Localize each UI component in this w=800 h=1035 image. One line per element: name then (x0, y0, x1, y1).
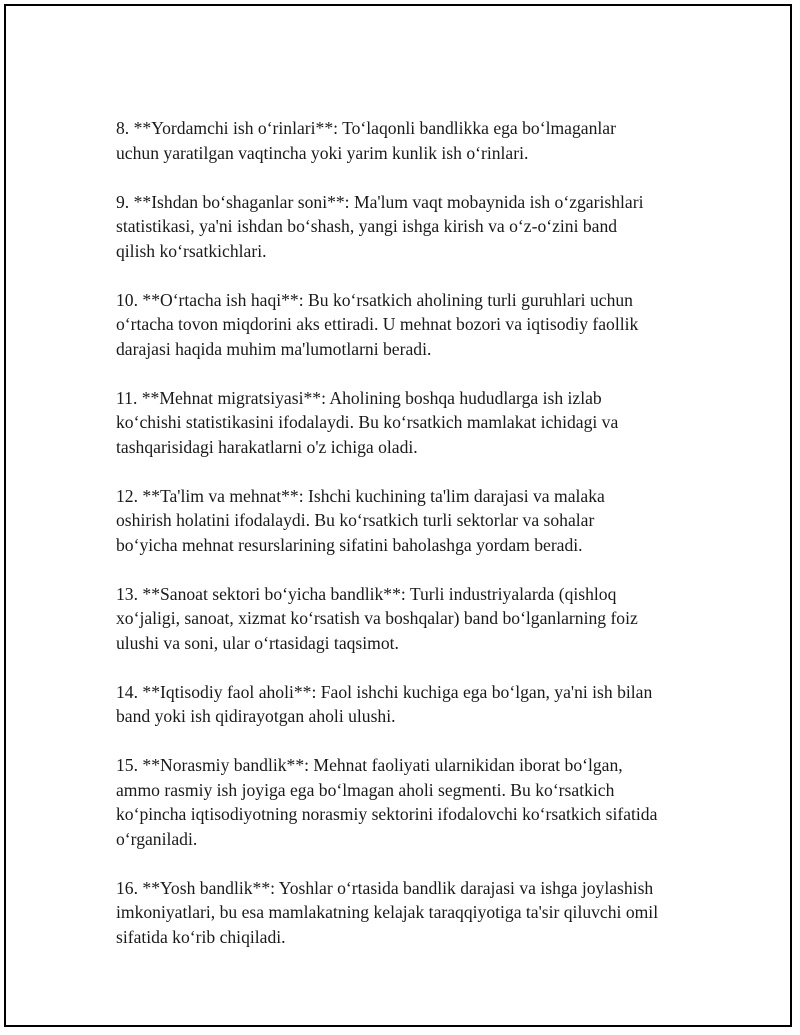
list-item: 13. **Sanoat sektori boʻyicha bandlik**: Turli industriyalarda (qishloq xoʻjaligi, sanoat, xizmat koʻrsatish va boshqalar) band boʻlganlarning foiz ulushi va soni, ular oʻrtasidagi taqsimot. (116, 583, 638, 653)
list-item: 8. **Yordamchi ish oʻrinlari**: Toʻlaqonli bandlikka ega boʻlmaganlar uchun yaratilgan vaqtincha yoki yarim kunlik ish oʻrinlari. (116, 118, 616, 163)
list-item: 12. **Ta'lim va mehnat**: Ishchi kuchining ta'lim darajasi va malaka oshirish holatini ifodalaydi. Bu koʻrsatkich turli sektorlar va sohalar boʻyicha mehnat resurslarining sifatini baholashga yordam beradi. (116, 485, 605, 555)
list-item: 11. **Mehnat migratsiyasi**: Aholining boshqa hududlarga ish izlab koʻchishi statistikasini ifodalaydi. Bu koʻrsatkich mamlakat ichidagi va tashqarisidagi harakatlarni o'z ichiga oladi. (116, 387, 619, 457)
list-item: 16. **Yosh bandlik**: Yoshlar oʻrtasida bandlik darajasi va ishga joylashish imkoniyatlari, bu esa mamlakatning kelajak taraqqiyotiga ta'sir qiluvchi omil sifatida koʻrib chiqiladi. (116, 877, 659, 947)
document-body (116, 116, 696, 974)
list-item: 9. **Ishdan boʻshaganlar soni**: Ma'lum vaqt mobaynida ish oʻzgarishlari statistikasi, ya'ni ishdan boʻshash, yangi ishga kirish va oʻz-oʻzini band qilish koʻrsatkichlari. (116, 191, 644, 261)
list-item: 10. **Oʻrtacha ish haqi**: Bu koʻrsatkich aholining turli guruhlari uchun oʻrtacha tovon miqdorini aks ettiradi. U mehnat bozori va iqtisodiy faollik darajasi haqida muhim ma'lumotlarni beradi. (116, 289, 639, 359)
list-item: 14. **Iqtisodiy faol aholi**: Faol ishchi kuchiga ega boʻlgan, ya'ni ish bilan band yoki ish qidirayotgan aholi ulushi. (116, 681, 653, 726)
list-item: 15. **Norasmiy bandlik**: Mehnat faoliyati ularnikidan iborat boʻlgan, ammo rasmiy ish joyiga ega boʻlmagan aholi segmenti. Bu koʻrsatkich koʻpincha iqtisodiyotning norasmiy sektorini ifodalovchi koʻrsatkich sifatida oʻrganiladi. (116, 755, 658, 849)
